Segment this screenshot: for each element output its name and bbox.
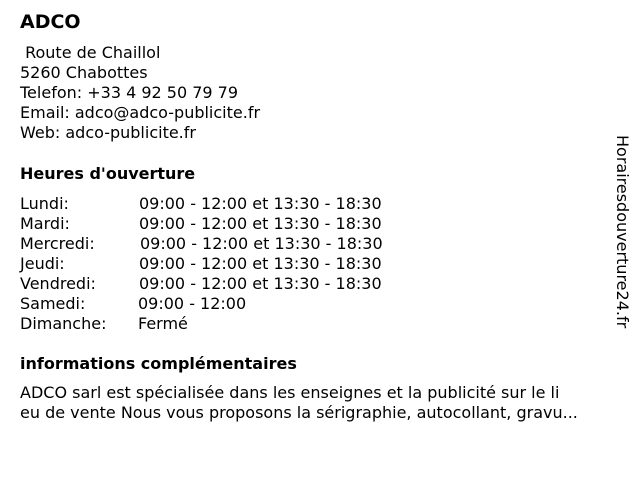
web-line: Web: adco-publicite.fr (20, 123, 196, 142)
day-label: Mercredi: (20, 234, 95, 253)
day-hours: 09:00 - 12:00 et 13:30 - 18:30 (140, 234, 383, 253)
day-hours: 09:00 - 12:00 (138, 294, 247, 313)
business-description (20, 383, 632, 423)
day-label: Lundi: (20, 194, 69, 213)
address-street: Route de Chaillol (20, 43, 161, 62)
description-line-1: ADCO sarl est spécialisée dans les enseignes et la publicité sur le li (20, 383, 560, 402)
email-line: Email: adco@adco-publicite.fr (20, 103, 261, 122)
hours-heading: Heures d'ouverture (20, 164, 196, 183)
day-hours: Fermé (138, 314, 188, 333)
info-heading: informations complémentaires (20, 354, 297, 373)
day-label: Mardi: (20, 214, 70, 233)
day-label: Jeudi: (20, 254, 65, 273)
site-watermark: Horairesdouverture24.fr (613, 135, 632, 329)
phone-line: Telefon: +33 4 92 50 79 79 (20, 83, 239, 102)
day-hours: 09:00 - 12:00 et 13:30 - 18:30 (139, 254, 382, 273)
day-hours: 09:00 - 12:00 et 13:30 - 18:30 (139, 194, 382, 213)
description-line-2: eu de vente Nous vous proposons la sérigraphie, autocollant, gravu... (20, 403, 578, 422)
day-label: Samedi: (20, 294, 86, 313)
address-city: 5260 Chabottes (20, 63, 148, 82)
day-label: Dimanche: (20, 314, 107, 333)
day-hours: 09:00 - 12:00 et 13:30 - 18:30 (139, 214, 382, 233)
day-label: Vendredi: (20, 274, 96, 293)
day-hours: 09:00 - 12:00 et 13:30 - 18:30 (139, 274, 382, 293)
business-name: ADCO (20, 11, 81, 33)
contact-block (20, 43, 260, 143)
